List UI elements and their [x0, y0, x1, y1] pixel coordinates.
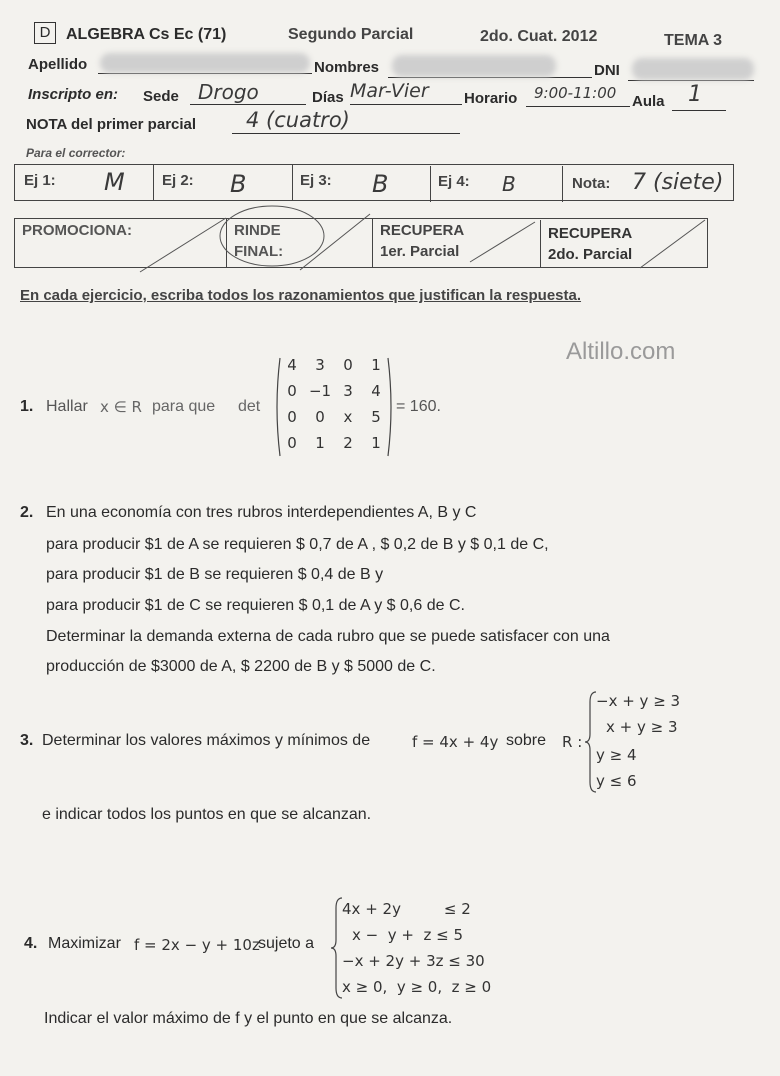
q4-constraint-4: x ≥ 0, y ≥ 0, z ≥ 0: [342, 978, 492, 996]
q2-line-5: Determinar la demanda externa de cada rubro que se puede satisfacer con una: [46, 628, 610, 645]
horario-label: Horario: [464, 90, 518, 107]
q3-constraint-4: y ≤ 6: [596, 772, 637, 790]
inscripto-label: [28, 86, 118, 103]
nota-primer-label: NOTA del primer parcial: [26, 116, 197, 133]
q4-constraint-2: x − y + z ≤ 5: [352, 926, 464, 944]
recupera-1-label-1: RECUPERA: [380, 222, 465, 239]
q2-line-6: producción de $3000 de A, $ 2200 de B y $ 5000 de C.: [46, 658, 436, 675]
grading-divider-3: [430, 166, 431, 202]
q4-constraint-1: 4x + 2y ≤ 2: [342, 900, 471, 918]
ej1-value: M: [104, 168, 125, 196]
matrix-cell: −1: [308, 382, 332, 400]
recupera-2-label-1: RECUPERA: [548, 225, 633, 242]
apellido-redacted: [100, 53, 310, 73]
ej4-label: Ej 4:: [438, 173, 470, 190]
ej3-label: Ej 3:: [300, 172, 332, 189]
q4-number: 4.: [24, 935, 38, 952]
q1-result: = 160.: [396, 398, 441, 415]
rinde-final-label-1: RINDE: [234, 222, 281, 239]
grading-divider-2: [292, 164, 293, 200]
q3-text: Determinar los valores máximos y mínimos de: [42, 732, 371, 749]
matrix-cell: 0: [343, 356, 353, 374]
q3-constraint-1: −x + y ≥ 3: [596, 692, 681, 710]
matrix-cell: 0: [287, 408, 297, 426]
matrix-cell: 1: [371, 356, 381, 374]
matrix-cell: x: [343, 408, 353, 426]
nombres-label: Nombres: [314, 59, 380, 76]
tema-letter-box: D: [34, 22, 56, 44]
nombres-redacted: [392, 55, 556, 77]
recupera-2-label-2: 2do. Parcial: [548, 246, 633, 263]
q3-constraint-2: x + y ≥ 3: [606, 718, 678, 736]
q4-text: Maximizar: [48, 935, 121, 952]
aula-label: Aula: [632, 93, 665, 110]
q2-line-1: En una economía con tres rubros interdependientes A, B y C: [46, 504, 477, 521]
q2-line-3: para producir $1 de B se requieren $ 0,4 de B y: [46, 566, 384, 583]
matrix-cell: 4: [371, 382, 381, 400]
ej4-value: B: [502, 172, 516, 196]
q3-function: f = 4x + 4y: [412, 733, 499, 751]
q3-number: 3.: [20, 732, 34, 749]
dias-line: [350, 104, 462, 105]
promociona-label: PROMOCIONA:: [22, 222, 132, 239]
status-strike-marks: [0, 200, 780, 290]
dias-value: Mar-Vier: [350, 80, 429, 102]
nota-primer-line: [232, 133, 460, 134]
q1-number: 1.: [20, 398, 34, 415]
dni-redacted: [632, 58, 754, 80]
q4-sujeto: sujeto a: [258, 935, 315, 952]
sede-value: Drogo: [198, 80, 259, 104]
q2-line-2: para producir $1 de A se requieren $ 0,7 de A , $ 0,2 de B y $ 0,1 de C,: [46, 536, 549, 553]
apellido-label: Apellido: [28, 56, 88, 73]
matrix-cell: 1: [315, 434, 325, 452]
q1-matrix: [278, 356, 390, 452]
q2-line-4: para producir $1 de C se requieren $ 0,1 de A y $ 0,6 de C.: [46, 597, 465, 614]
exam-name: Segundo Parcial: [288, 26, 414, 43]
q1-text-b: para que: [152, 398, 216, 415]
q1-variable: x ∈ R: [100, 398, 142, 416]
sede-line: [190, 104, 306, 105]
matrix-cell: 5: [371, 408, 381, 426]
q3-sobre: sobre: [506, 732, 547, 749]
dni-label: DNI: [594, 62, 620, 79]
course-title: ALGEBRA Cs Ec (71): [66, 26, 227, 43]
q2-number: 2.: [20, 504, 34, 521]
tema-label: TEMA 3: [664, 32, 723, 49]
instruction-text: En cada ejercicio, escriba todos los razonamientos que justifican la respuesta.: [20, 287, 582, 304]
matrix-cell: 4: [287, 356, 297, 374]
inscripto-text: Inscripto en:: [28, 86, 119, 103]
q1-det: det: [238, 398, 261, 415]
dni-line: [628, 80, 754, 81]
q3-region-label: R :: [562, 733, 583, 751]
matrix-cell: 0: [315, 408, 325, 426]
rinde-final-label-2: FINAL:: [234, 243, 284, 260]
aula-line: [672, 110, 726, 111]
matrix-cell: 3: [315, 356, 325, 374]
watermark: Altillo.com: [566, 338, 676, 365]
corrector-label: Para el corrector:: [26, 146, 126, 160]
horario-line: [526, 106, 630, 107]
nota-primer-value: 4 (cuatro): [246, 108, 350, 132]
q3-constraint-3: y ≥ 4: [596, 746, 637, 764]
q1-text-a: Hallar: [46, 398, 88, 415]
ej1-label: Ej 1:: [24, 172, 56, 189]
q4-constraint-3: −x + 2y + 3z ≤ 30: [342, 952, 485, 970]
matrix-cell: 1: [371, 434, 381, 452]
nombres-line: [388, 77, 592, 78]
q4-text-2: Indicar el valor máximo de f y el punto en que se alcanza.: [44, 1010, 453, 1027]
exam-term: 2do. Cuat. 2012: [480, 28, 598, 45]
matrix-cell: 0: [287, 382, 297, 400]
matrix-cell: 2: [343, 434, 353, 452]
nota-final-label: Nota:: [572, 175, 611, 192]
horario-value: 9:00-11:00: [534, 84, 617, 102]
sede-label: Sede: [143, 88, 179, 105]
matrix-cell: 0: [287, 434, 297, 452]
dias-label: Días: [312, 89, 344, 106]
aula-value: 1: [688, 82, 702, 107]
q3-text-2: e indicar todos los puntos en que se alcanzan.: [42, 806, 372, 823]
ej2-value: B: [230, 170, 247, 198]
ej3-value: B: [372, 170, 389, 198]
ej2-label: Ej 2:: [162, 172, 194, 189]
recupera-1-label-2: 1er. Parcial: [380, 243, 460, 260]
grading-divider-4: [562, 166, 563, 202]
q4-function: f = 2x − y + 10z: [134, 936, 260, 954]
grading-divider-1: [153, 164, 154, 200]
nota-final-value: 7 (siete): [632, 170, 724, 195]
apellido-line: [98, 73, 312, 74]
matrix-cell: 3: [343, 382, 353, 400]
